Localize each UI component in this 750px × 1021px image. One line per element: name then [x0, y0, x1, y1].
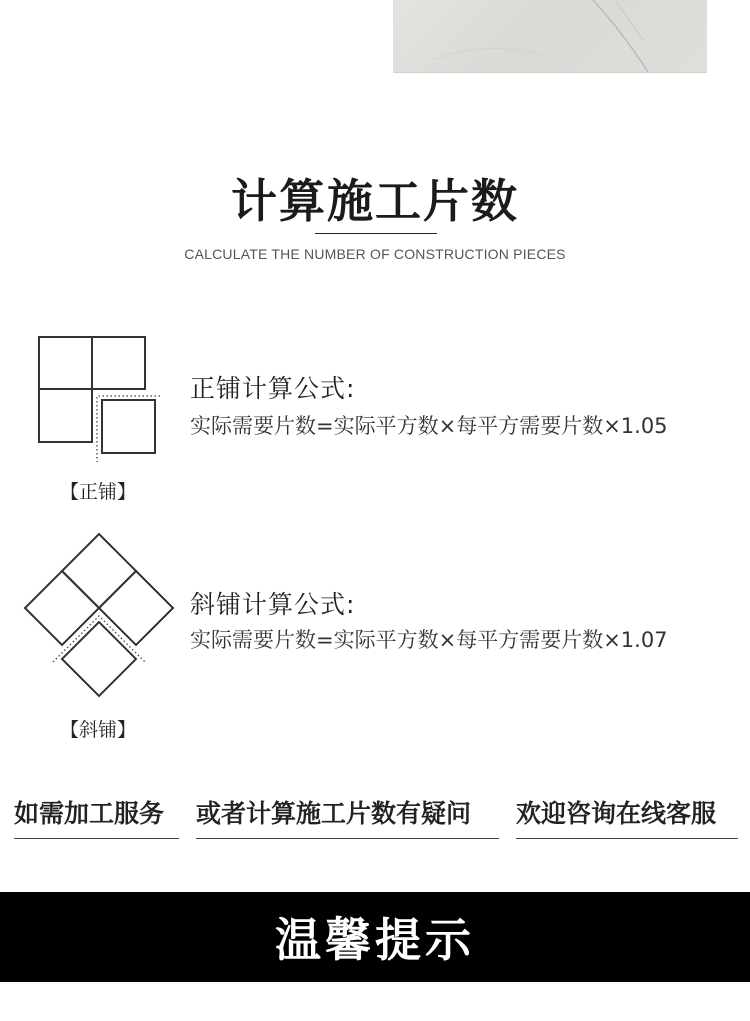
- marble-tile-image: [393, 0, 707, 73]
- service-text-3: 欢迎咨询在线客服: [516, 794, 738, 839]
- page-subtitle: CALCULATE THE NUMBER OF CONSTRUCTION PIECES: [184, 246, 566, 262]
- tile-diamond: [62, 534, 136, 608]
- tile-square: [92, 337, 145, 389]
- service-text-2: 或者计算施工片数有疑问: [196, 794, 499, 839]
- straight-caption: 【正铺】: [60, 481, 137, 503]
- diagonal-laying-diagram: [20, 530, 180, 702]
- marble-vein-icon: [393, 0, 707, 72]
- tile-square: [39, 389, 92, 442]
- diagonal-formula-name: 斜铺计算公式:: [190, 590, 356, 619]
- page-title: 计算施工片数: [231, 174, 519, 228]
- tile-square: [39, 337, 92, 389]
- service-text-1: 如需加工服务: [14, 794, 179, 839]
- straight-formula-name: 正铺计算公式:: [190, 374, 356, 403]
- diagonal-formula: 实际需要片数=实际平方数×每平方需要片数×1.07: [190, 628, 668, 652]
- title-divider: [315, 233, 437, 234]
- straight-laying-diagram: [20, 330, 170, 462]
- tile-square: [102, 400, 155, 453]
- tips-banner-title: 温馨提示: [275, 913, 475, 967]
- tips-banner: [0, 892, 750, 982]
- straight-formula: 实际需要片数=实际平方数×每平方需要片数×1.05: [190, 414, 668, 438]
- diagonal-caption: 【斜铺】: [60, 719, 137, 741]
